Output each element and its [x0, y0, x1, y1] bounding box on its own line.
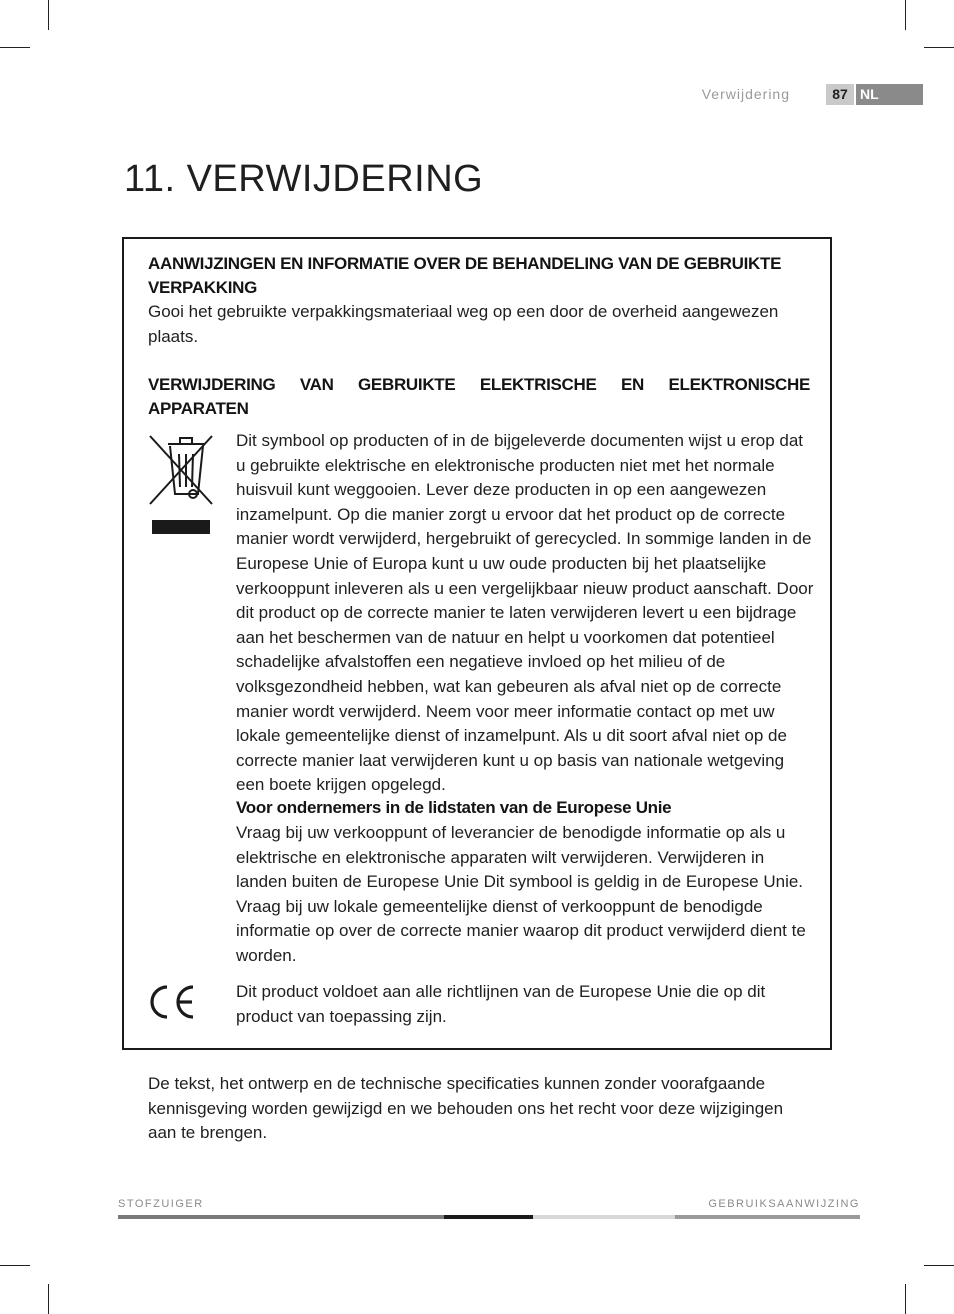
crop-mark — [924, 47, 954, 48]
footer-bar-segment — [444, 1215, 533, 1219]
running-header-section: Verwijdering — [701, 86, 790, 102]
footer-bar-segment — [118, 1215, 444, 1219]
ce-text: Dit product voldoet aan alle richtlijnen van de Europese Unie die op dit product van toepassing zijn. — [236, 982, 766, 1026]
disclaimer-text: De tekst, het ontwerp en de technische specificaties kunnen zonder voorafgaande kennisgeving worden gewijzigd en we behouden ons het recht voor deze wijzigingen aan te brengen. — [148, 1074, 784, 1143]
language-tab: NL — [856, 84, 923, 105]
business-heading: Voor ondernemers in de lidstaten van de Europese Unie — [236, 798, 672, 817]
crop-mark — [48, 0, 49, 30]
packaging-heading: AANWIJZINGEN EN INFORMATIE OVER DE BEHANDELING VAN DE GEBRUIKTE VERPAKKING — [148, 254, 782, 297]
footer-document-type: GEBRUIKSAANWIJZING — [708, 1198, 860, 1210]
crop-mark — [0, 47, 30, 48]
ce-mark-icon — [147, 983, 199, 1026]
crop-mark — [924, 1265, 954, 1266]
page-title: 11. VERWIJDERING — [124, 158, 484, 200]
crop-mark — [0, 1265, 30, 1266]
electronics-text: Dit symbool op producten of in de bijgeleverde documenten wijst u erop dat u gebruikte elektrische en elektronische producten niet met het normale huisvuil kunt weggooien. Lever deze producten in op een aangewezen inzamelpunt. Op die manier zorgt u ervoor dat het product op de correcte manier wordt verwijderd, hergebruikt of gerecycled. In sommige landen in de Europese Unie of Europa kunt u uw oude producten bij het plaatselijke verkooppunt inleveren als u een vergelijkbaar nieuw product aanschaft. Door dit product op de correcte manier te laten verwijderen levert u een bijdrage aan het beschermen van de natuur en helpt u voorkomen dat potentieel schadelijke afvalstoffen een negatieve invloed op het milieu of de volksgezondheid hebben, wat kan gebeuren als afval niet op de correcte manier wordt verwijderd. Neem voor meer informatie contact op met uw lokale gemeentelijke dienst of inzamelpunt. Als u dit soort afval niet op de correcte manier laat verwijderen kunt u op basis van nationale wetgeving een boete krijgen opgelegd. — [236, 431, 814, 795]
crossed-out-wheelie-bin-icon — [146, 432, 216, 541]
business-text: Vraag bij uw verkooppunt of leverancier de benodigde informatie op als u elektrische en elektronische apparaten wilt verwijderen. Verwijderen in landen buiten de Europese Unie Dit symbool is geldig in de Europese Unie. Vraag bij uw lokale gemeentelijke dienst of verkooppunt de benodigde informatie op over de correcte manier waarop dit product verwijderd dient te worden. — [236, 823, 806, 965]
crop-mark — [48, 1284, 49, 1314]
packaging-text: Gooi het gebruikte verpakkingsmateriaal weg op een door de overheid aangewezen plaats. — [148, 302, 779, 346]
footer-bar-segment — [675, 1215, 860, 1219]
electronics-heading: VERWIJDERING VAN GEBRUIKTE ELEKTRISCHE EN ELEKTRONISCHE APPARATEN — [148, 375, 810, 418]
crop-mark — [905, 1284, 906, 1314]
footer-product-name: STOFZUIGER — [118, 1198, 204, 1210]
page-number: 87 — [826, 84, 854, 105]
footer-bar-segment — [533, 1215, 675, 1219]
crop-mark — [905, 0, 906, 30]
